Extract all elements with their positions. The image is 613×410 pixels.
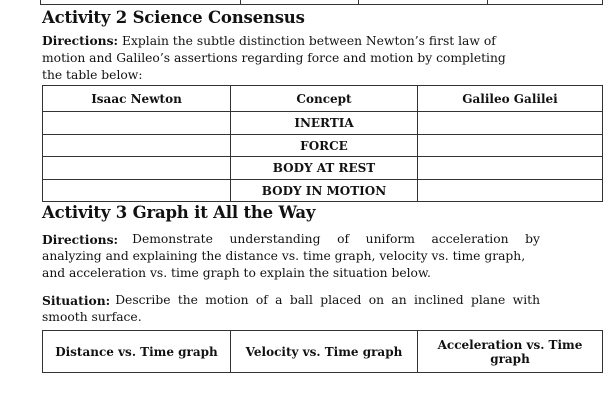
concept-cell: INERTIA <box>231 112 418 135</box>
situation-text: smooth surface. <box>42 310 142 324</box>
directions-text: motion and Galileo’s assertions regarding force and motion by completing <box>42 51 506 65</box>
newton-cell[interactable] <box>43 157 231 180</box>
newton-cell[interactable] <box>43 180 231 202</box>
concept-cell: BODY IN MOTION <box>231 180 418 202</box>
directions-label: Directions: <box>42 33 119 48</box>
galileo-cell[interactable] <box>418 112 603 135</box>
directions-text: and acceleration vs. time graph to explain the situation below. <box>42 266 431 280</box>
header-velocity-time: Velocity vs. Time graph <box>231 331 418 373</box>
newton-cell[interactable] <box>43 112 231 135</box>
header-concept: Concept <box>231 86 418 112</box>
directions-label: Directions: <box>42 232 119 247</box>
directions-text: Demonstrate understanding of uniform acceleration by <box>132 232 540 246</box>
newton-galileo-table <box>42 85 603 202</box>
galileo-cell[interactable] <box>418 180 603 202</box>
directions-text: Explain the subtle distinction between Newton’s first law of <box>118 34 496 48</box>
previous-table-remnant <box>40 0 603 5</box>
activity3-situation <box>42 292 540 326</box>
header-isaac-newton: Isaac Newton <box>43 86 231 112</box>
galileo-cell[interactable] <box>418 157 603 180</box>
concept-cell: BODY AT REST <box>231 157 418 180</box>
situation-label: Situation: <box>42 293 111 308</box>
concept-cell: FORCE <box>231 135 418 157</box>
directions-text: the table below: <box>42 68 143 82</box>
activity2-title: Activity 2 Science Consensus <box>42 8 305 27</box>
header-acceleration-time: Acceleration vs. Time graph <box>418 331 603 373</box>
situation-text: Describe the motion of a ball placed on an inclined plane with <box>115 293 540 307</box>
header-distance-time: Distance vs. Time graph <box>43 331 231 373</box>
activity3-directions <box>42 231 540 282</box>
galileo-cell[interactable] <box>418 135 603 157</box>
graph-table <box>42 330 603 373</box>
activity3-title: Activity 3 Graph it All the Way <box>42 203 316 222</box>
activity2-directions <box>42 32 506 84</box>
directions-text: analyzing and explaining the distance vs. time graph, velocity vs. time graph, <box>42 249 526 263</box>
header-galileo-galilei: Galileo Galilei <box>418 86 603 112</box>
newton-cell[interactable] <box>43 135 231 157</box>
